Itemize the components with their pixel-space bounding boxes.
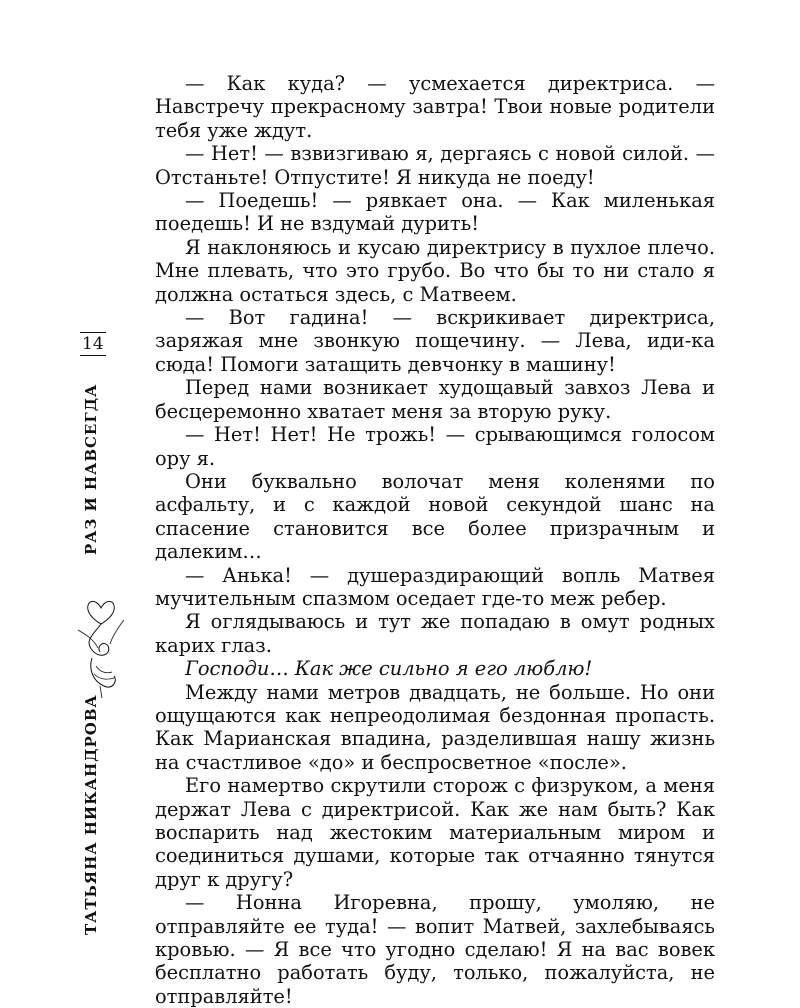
- paragraph: Его намертво скрутили сторож с физруком, а меня держат Лева с директрисой. Как же нам быть? Как воспарить над жестоким материальным миром и соединиться душами, которые так отчаянно тянутся друг к другу?: [155, 774, 715, 891]
- book-title: РАЗ И НАВСЕГДА: [82, 383, 100, 555]
- paragraph: Они буквально волочат меня коленями по асфальту, и с каждой новой секундой шанс на спасение становится все более призрачным и далеким…: [155, 469, 715, 564]
- paragraph: — Поедешь! — рявкает она. — Как миленькая поедешь! И не вздумай дурить!: [155, 189, 715, 236]
- body-text: [155, 72, 715, 1008]
- paragraph: — Как куда? — усмехается директриса. — Навстречу прекрасному завтра! Твои новые родители тебя уже ждут.: [155, 72, 715, 142]
- paragraph: — Нет! Нет! Не трожь! — срывающимся голосом ору я.: [155, 423, 715, 470]
- paragraph: — Нет! — взвизгиваю я, дергаясь с новой силой. — Отстаньте! Отпустите! Я никуда не поеду!: [155, 142, 715, 189]
- page-number: 14: [82, 334, 104, 354]
- paragraph: Я наклоняюсь и кусаю директрису в пухлое плечо. Мне плевать, что это грубо. Во что бы то ни стало я должна остаться здесь, с Матвеем.: [155, 235, 715, 306]
- paragraph: Перед нами возникает худощавый завхоз Лева и бесцеремонно хватает меня за вторую руку.: [155, 376, 715, 423]
- paragraph: — Вот гадина! — вскрикивает директриса, заряжая мне звонкую пощечину. — Лева, иди-ка сюда! Помоги затащить девчонку в машину!: [155, 306, 715, 376]
- heart-swirl-ornament-icon: [74, 590, 128, 702]
- paragraph: Я оглядываюсь и тут же попадаю в омут родных карих глаз.: [155, 610, 715, 657]
- paragraph: — Нонна Игоревна, прошу, умоляю, не отправляйте ее туда! — вопит Матвей, захлебываясь кровью. — Я все что угодно сделаю! Я на вас вовек бесплатно работать буду, только, пожалуйста, не отправляйте!: [155, 891, 715, 1008]
- paragraph: — Анька! — душераздирающий вопль Матвея мучительным спазмом оседает где-то меж ребер.: [155, 563, 715, 610]
- paragraph: Господи… Как же сильно я его люблю!: [185, 657, 593, 681]
- paragraph: Между нами метров двадцать, не больше. Но они ощущаются как непреодолимая бездонная пропасть. Как Марианская впадина, разделившая нашу жизнь на счастливое «до» и беспросветное «после».: [155, 680, 715, 774]
- author-name: ТАТЬЯНА НИКАНДРОВА: [82, 694, 100, 935]
